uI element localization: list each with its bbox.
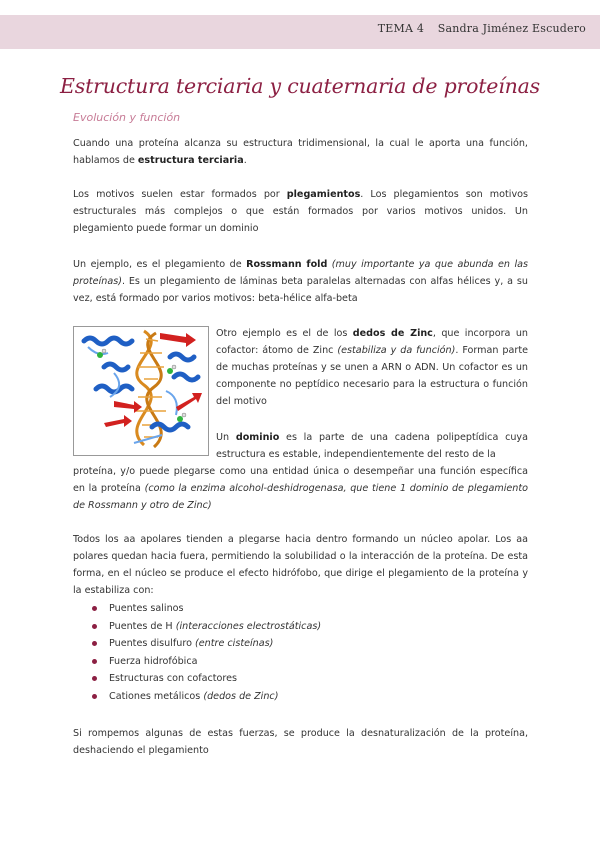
header-tema: TEMA 4: [377, 22, 425, 35]
header-author: Sandra Jiménez Escudero: [437, 22, 586, 35]
stabilizing-forces-list: [73, 600, 321, 705]
paragraph-estructura-terciaria: Cuando una proteína alcanza su estructura tridimensional, la cual le aporta una función, hablamos de estructura terciaria.: [73, 138, 528, 166]
page-title: Estructura terciaria y cuaternaria de proteínas: [60, 74, 540, 98]
header: [378, 22, 586, 35]
paragraph-dedos-zinc: Otro ejemplo es el de los dedos de Zinc, que incorpora un cofactor: átomo de Zinc (estabiliza y da función). Forman parte de muchas proteínas y se unen a ARN o ADN. Un cofactor es un componente no peptídico necesario para la estructura o función del motivo: [216, 328, 528, 407]
paragraph-dominio-b: proteína, y/o puede plegarse como una entidad única o desempeñar una función específica en la proteína (como la enzima alcohol-deshidrogenasa, que tiene 1 dominio de plegamiento de Rossmann y otro de Zinc): [73, 466, 528, 511]
paragraph-motivos: Los motivos suelen estar formados por plegamientos. Los plegamientos son motivos estructurales más complejos o que están formados por varios motivos unidos. Un plegamiento puede formar un dominio: [73, 189, 528, 234]
list-item: Estructuras con cofactores: [73, 670, 321, 688]
protein-structure-illustration: [74, 327, 208, 455]
list-item: Puentes salinos: [73, 600, 321, 618]
list-item: Fuerza hidrofóbica: [73, 653, 321, 671]
zinc-finger-protein-dna-image: [73, 326, 209, 456]
section-subtitle: Evolución y función: [73, 111, 181, 124]
list-item: Puentes de H (interacciones electrostáticas): [73, 618, 321, 636]
paragraph-rossmann: Un ejemplo, es el plegamiento de Rossmann fold (muy importante ya que abunda en las proteínas). Es un plegamiento de láminas beta paralelas alternadas con alfas hélices y, a su vez, está formado por varios motivos: beta-hélice alfa-beta: [73, 259, 528, 304]
paragraph-dominio-a: Un dominio es la parte de una cadena polipeptídica cuya estructura es estable, independientemente del resto de la: [216, 432, 528, 460]
list-item: Cationes metálicos (dedos de Zinc): [73, 688, 321, 706]
list-item: Puentes disulfuro (entre cisteínas): [73, 635, 321, 653]
paragraph-aa-apolares: Todos los aa apolares tienden a plegarse hacia dentro formando un núcleo apolar. Los aa polares quedan hacia fuera, permitiendo la solubilidad o la interacción de la proteína. De esta forma, en el núcleo se produce el efecto hidrófobo, que dirige el plegamiento de la proteína y la estabiliza con:: [73, 534, 528, 596]
paragraph-desnaturalizacion: Si rompemos algunas de estas fuerzas, se produce la desnaturalización de la proteína, deshaciendo el plegamiento: [73, 728, 528, 756]
